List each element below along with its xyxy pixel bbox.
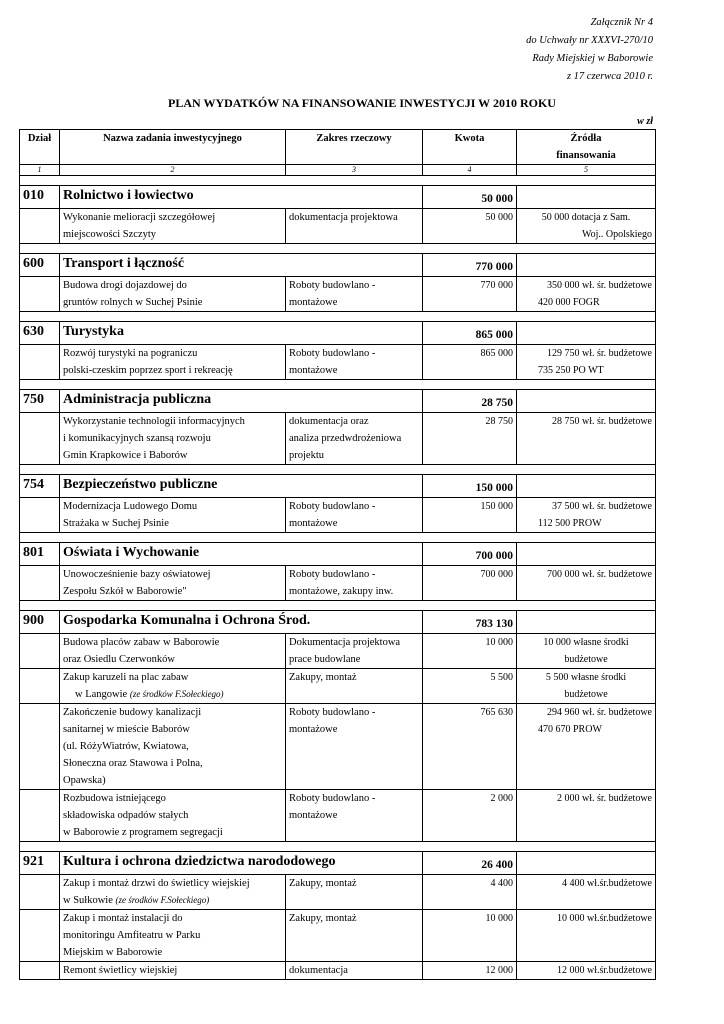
section-name: Rolnictwo i łowiectwo bbox=[60, 186, 423, 209]
section-amount: 150 000 bbox=[423, 475, 517, 498]
col-number: 4 bbox=[423, 165, 517, 176]
section-row bbox=[20, 543, 656, 566]
section-amount: 50 000 bbox=[423, 186, 517, 209]
col-number: 1 bbox=[20, 165, 60, 176]
task-source: 28 750 wł. śr. budżetowe bbox=[517, 413, 656, 465]
zrodla-label-2: finansowania bbox=[556, 150, 616, 161]
section-code: 750 bbox=[20, 390, 60, 413]
header-line-3: Rady Miejskiej w Baborowie bbox=[532, 53, 653, 64]
section-code: 900 bbox=[20, 611, 60, 634]
task-scope: Zakupy, montaż bbox=[286, 875, 423, 910]
task-source: 5 500 własne środki budżetowe bbox=[517, 669, 656, 704]
task-amount: 12 000 bbox=[423, 962, 517, 980]
task-scope: Roboty budowlano - montażowe, zakupy inw. bbox=[286, 566, 423, 601]
section-row bbox=[20, 852, 656, 875]
task-scope: dokumentacja oraz analiza przedwdrożeniowa projektu bbox=[286, 413, 423, 465]
task-scope: Roboty budowlano - montażowe bbox=[286, 704, 423, 790]
unit-label: w zł bbox=[637, 116, 653, 127]
table-row bbox=[20, 669, 656, 704]
task-name: Budowa drogi dojazdowej do gruntów rolnych w Suchej Psinie bbox=[60, 277, 286, 312]
header-line-1: Załącznik Nr 4 bbox=[590, 17, 653, 28]
header-line-4: z 17 czerwca 2010 r. bbox=[566, 71, 653, 82]
section-amount: 865 000 bbox=[423, 322, 517, 345]
task-scope: Roboty budowlano - montażowe bbox=[286, 790, 423, 842]
col-header-nazwa: Nazwa zadania inwestycyjnego bbox=[60, 130, 286, 165]
task-amount: 2 000 bbox=[423, 790, 517, 842]
task-source: 10 000 własne środki budżetowe bbox=[517, 634, 656, 669]
col-number: 3 bbox=[286, 165, 423, 176]
task-scope: dokumentacja bbox=[286, 962, 423, 980]
task-amount: 28 750 bbox=[423, 413, 517, 465]
table-row bbox=[20, 704, 656, 790]
task-name: Zakup karuzeli na plac zabaw w Langowie (ze środków F.Sołeckiego) bbox=[60, 669, 286, 704]
section-name: Kultura i ochrona dziedzictwa narododowego bbox=[60, 852, 423, 875]
section-row bbox=[20, 390, 656, 413]
task-source: 700 000 wł. śr. budżetowe bbox=[517, 566, 656, 601]
task-amount: 770 000 bbox=[423, 277, 517, 312]
table-row bbox=[20, 277, 656, 312]
task-amount: 10 000 bbox=[423, 910, 517, 962]
col-header-zrodla bbox=[517, 130, 656, 165]
page-title: PLAN WYDATKÓW NA FINANSOWANIE INWESTYCJI W 2010 ROKU bbox=[168, 96, 556, 110]
table-row bbox=[20, 209, 656, 244]
table-row bbox=[20, 875, 656, 910]
table-row bbox=[20, 566, 656, 601]
zrodla-label-1: Źródła bbox=[570, 133, 602, 144]
section-amount: 700 000 bbox=[423, 543, 517, 566]
task-amount: 700 000 bbox=[423, 566, 517, 601]
table-row bbox=[20, 910, 656, 962]
task-amount: 150 000 bbox=[423, 498, 517, 533]
task-scope: Zakupy, montaż bbox=[286, 910, 423, 962]
task-name: Rozbudowa istniejącego składowiska odpadów stałych w Baborowie z programem segregacji bbox=[60, 790, 286, 842]
task-name: Wykorzystanie technologii informacyjnych i komunikacyjnych szansą rozwoju Gmin Krapkowice i Baborów bbox=[60, 413, 286, 465]
section-row bbox=[20, 322, 656, 345]
section-amount: 26 400 bbox=[423, 852, 517, 875]
task-name: Modernizacja Ludowego Domu Strażaka w Suchej Psinie bbox=[60, 498, 286, 533]
column-number-row bbox=[20, 165, 656, 176]
task-source: 37 500 wł. śr. budżetowe 112 500 PROW bbox=[517, 498, 656, 533]
task-source: 10 000 wł.śr.budżetowe bbox=[517, 910, 656, 962]
task-amount: 5 500 bbox=[423, 669, 517, 704]
col-header-dzial: Dział bbox=[20, 130, 60, 165]
task-scope: dokumentacja projektowa bbox=[286, 209, 423, 244]
section-row bbox=[20, 186, 656, 209]
task-amount: 865 000 bbox=[423, 345, 517, 380]
attachment-header bbox=[526, 14, 653, 86]
task-scope: Zakupy, montaż bbox=[286, 669, 423, 704]
section-code: 754 bbox=[20, 475, 60, 498]
task-name: Unowocześnienie bazy oświatowej Zespołu Szkół w Baborowie" bbox=[60, 566, 286, 601]
section-name: Transport i łączność bbox=[60, 254, 423, 277]
table-row bbox=[20, 498, 656, 533]
task-source: 4 400 wł.śr.budżetowe bbox=[517, 875, 656, 910]
task-name: Remont świetlicy wiejskiej bbox=[60, 962, 286, 980]
task-amount: 765 630 bbox=[423, 704, 517, 790]
task-amount: 10 000 bbox=[423, 634, 517, 669]
task-scope: Roboty budowlano - montażowe bbox=[286, 277, 423, 312]
section-name: Turystyka bbox=[60, 322, 423, 345]
task-scope: Roboty budowlano - montażowe bbox=[286, 498, 423, 533]
task-name: Wykonanie melioracji szczegółowej miejscowości Szczyty bbox=[60, 209, 286, 244]
header-line-2: do Uchwały nr XXXVI-270/10 bbox=[526, 35, 653, 46]
table-row bbox=[20, 634, 656, 669]
task-source: 2 000 wł. śr. budżetowe bbox=[517, 790, 656, 842]
task-source: 129 750 wł. śr. budżetowe 735 250 PO WT bbox=[517, 345, 656, 380]
section-amount: 770 000 bbox=[423, 254, 517, 277]
section-name: Administracja publiczna bbox=[60, 390, 423, 413]
task-name: Zakup i montaż drzwi do świetlicy wiejskiej w Sułkowie (ze środków F.Sołeckiego) bbox=[60, 875, 286, 910]
task-source: 12 000 wł.śr.budżetowe bbox=[517, 962, 656, 980]
section-code: 801 bbox=[20, 543, 60, 566]
section-row bbox=[20, 611, 656, 634]
task-name: Zakończenie budowy kanalizacji sanitarnej w mieście Baborów (ul. RóżyWiatrów, Kwiatowa, Słoneczna oraz Stawowa i Polna, Opawska) bbox=[60, 704, 286, 790]
section-row bbox=[20, 254, 656, 277]
table-row bbox=[20, 413, 656, 465]
task-amount: 50 000 bbox=[423, 209, 517, 244]
section-code: 630 bbox=[20, 322, 60, 345]
task-source: 50 000 dotacja z Sam. Woj.. Opolskiego bbox=[517, 209, 656, 244]
section-code: 921 bbox=[20, 852, 60, 875]
section-row bbox=[20, 475, 656, 498]
table-row bbox=[20, 790, 656, 842]
section-amount: 783 130 bbox=[423, 611, 517, 634]
section-amount: 28 750 bbox=[423, 390, 517, 413]
task-name: Rozwój turystyki na pograniczu polski-czeskim poprzez sport i rekreację bbox=[60, 345, 286, 380]
col-number: 2 bbox=[60, 165, 286, 176]
table-row bbox=[20, 962, 656, 980]
task-source: 350 000 wł. śr. budżetowe 420 000 FOGR bbox=[517, 277, 656, 312]
table-header-row bbox=[20, 130, 656, 165]
section-code: 010 bbox=[20, 186, 60, 209]
task-amount: 4 400 bbox=[423, 875, 517, 910]
task-scope: Roboty budowlano - montażowe bbox=[286, 345, 423, 380]
task-name: Budowa placów zabaw w Baborowie oraz Osiedlu Czerwonków bbox=[60, 634, 286, 669]
task-source: 294 960 wł. śr. budżetowe 470 670 PROW bbox=[517, 704, 656, 790]
section-name: Bezpieczeństwo publiczne bbox=[60, 475, 423, 498]
col-header-kwota: Kwota bbox=[423, 130, 517, 165]
investment-table bbox=[19, 129, 656, 980]
col-number: 5 bbox=[517, 165, 656, 176]
task-scope: Dokumentacja projektowa prace budowlane bbox=[286, 634, 423, 669]
col-header-zakres: Zakres rzeczowy bbox=[286, 130, 423, 165]
table-row bbox=[20, 345, 656, 380]
section-name: Oświata i Wychowanie bbox=[60, 543, 423, 566]
section-code: 600 bbox=[20, 254, 60, 277]
section-name: Gospodarka Komunalna i Ochrona Środ. bbox=[60, 611, 423, 634]
task-name: Zakup i montaż instalacji do monitoringu Amfiteatru w Parku Miejskim w Baborowie bbox=[60, 910, 286, 962]
